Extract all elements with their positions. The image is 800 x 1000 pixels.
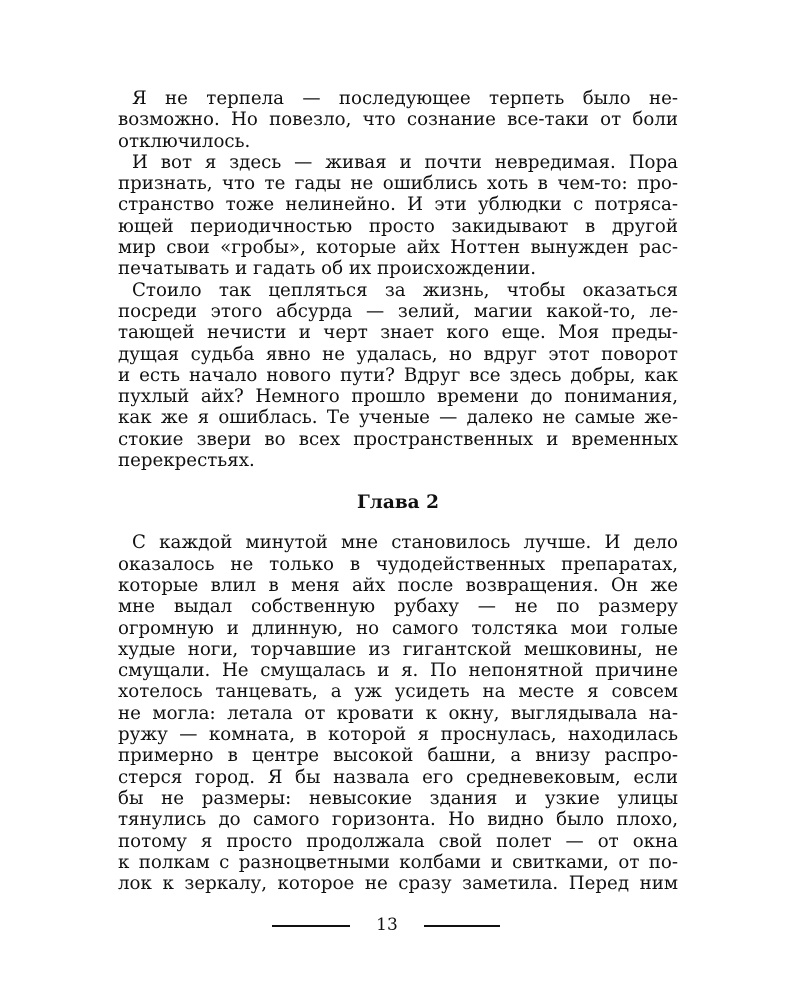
- text-line: примерно в центре высокой башни, а внизу распро-: [118, 745, 678, 767]
- text-line: к полкам с разноцветными колбами и свитками, от по-: [118, 851, 678, 873]
- text-line: возможно. Но повезло, что сознание все-таки от боли: [118, 109, 678, 131]
- text-line: признать, что те гады не ошиблись хоть в чем-то: про-: [118, 173, 678, 195]
- text-line: смущали. Не смущалась и я. По непонятной причине: [118, 660, 678, 682]
- text-line: С каждой минутой мне становилось лучше. И дело: [132, 532, 678, 554]
- text-line: ружу — комната, в которой я проснулась, находилась: [118, 724, 678, 746]
- chapter-heading: Глава 2: [357, 492, 439, 514]
- text-line: пухлый айх? Немного прошло времени до понимания,: [118, 386, 678, 408]
- text-line: худые ноги, торчавшие из гигантской мешковины, не: [118, 638, 678, 660]
- paragraph-4: [118, 532, 678, 894]
- text-line: стокие звери во всех пространственных и временных: [118, 428, 678, 450]
- text-line: мне выдал собственную рубаху — не по размеру: [118, 596, 678, 618]
- text-line: перекрестьях.: [118, 450, 255, 472]
- paragraph-1: [118, 88, 678, 152]
- text-line: лок к зеркалу, которое не сразу заметила. Перед ним: [118, 873, 678, 895]
- footer-rule-right: [424, 925, 500, 927]
- text-line: как же я ошиблась. Те ученые — далеко не самые же-: [118, 407, 678, 429]
- page-body: [118, 88, 678, 894]
- text-line: огромную и длинную, но самого толстяка мои голые: [118, 617, 678, 639]
- text-line: не могла: летала от кровати к окну, выглядывала на-: [118, 702, 678, 724]
- text-line: Стоило так цепляться за жизнь, чтобы оказаться: [132, 279, 678, 301]
- text-line: и есть начало нового пути? Вдруг все здесь добры, как: [118, 364, 678, 386]
- page-footer: [0, 911, 800, 939]
- paragraph-2: [118, 152, 678, 280]
- text-line: посреди этого абсурда — зелий, магии какой-то, ле-: [118, 300, 678, 322]
- text-line: печатывать и гадать об их происхождении.: [118, 258, 537, 280]
- text-line: И вот я здесь — живая и почти невредимая. Пора: [132, 151, 678, 173]
- page-number: 13: [376, 915, 398, 935]
- text-line: ющей периодичностью просто закидывают в другой: [118, 215, 678, 237]
- text-line: мир свои «гробы», которые айх Ноттен вынужден рас-: [118, 237, 678, 259]
- text-line: потому я просто продолжала свой полет — от окна: [118, 830, 678, 852]
- text-line: бы не размеры: невысокие здания и узкие улицы: [118, 787, 678, 809]
- text-line: стерся город. Я бы назвала его средневековым, если: [118, 766, 678, 788]
- text-line: отключилось.: [118, 130, 251, 152]
- text-line: которые влил в меня айх после возвращения. Он же: [118, 574, 678, 596]
- text-line: тающей нечисти и черт знает кого еще. Моя преды-: [118, 322, 678, 344]
- footer-rule-left: [272, 925, 350, 927]
- text-line: оказалось не только в чудодейственных препаратах,: [118, 553, 678, 575]
- text-line: странство тоже нелинейно. И эти ублюдки с потряса-: [118, 194, 678, 216]
- text-line: тянулись до самого горизонта. Но видно было плохо,: [118, 809, 678, 831]
- text-line: Я не терпела — последующее терпеть было не-: [132, 88, 678, 109]
- paragraph-3: [118, 280, 678, 472]
- text-line: хотелось танцевать, а уж усидеть на месте я совсем: [118, 681, 678, 703]
- text-line: дущая судьба явно не удалась, но вдруг этот поворот: [118, 343, 678, 365]
